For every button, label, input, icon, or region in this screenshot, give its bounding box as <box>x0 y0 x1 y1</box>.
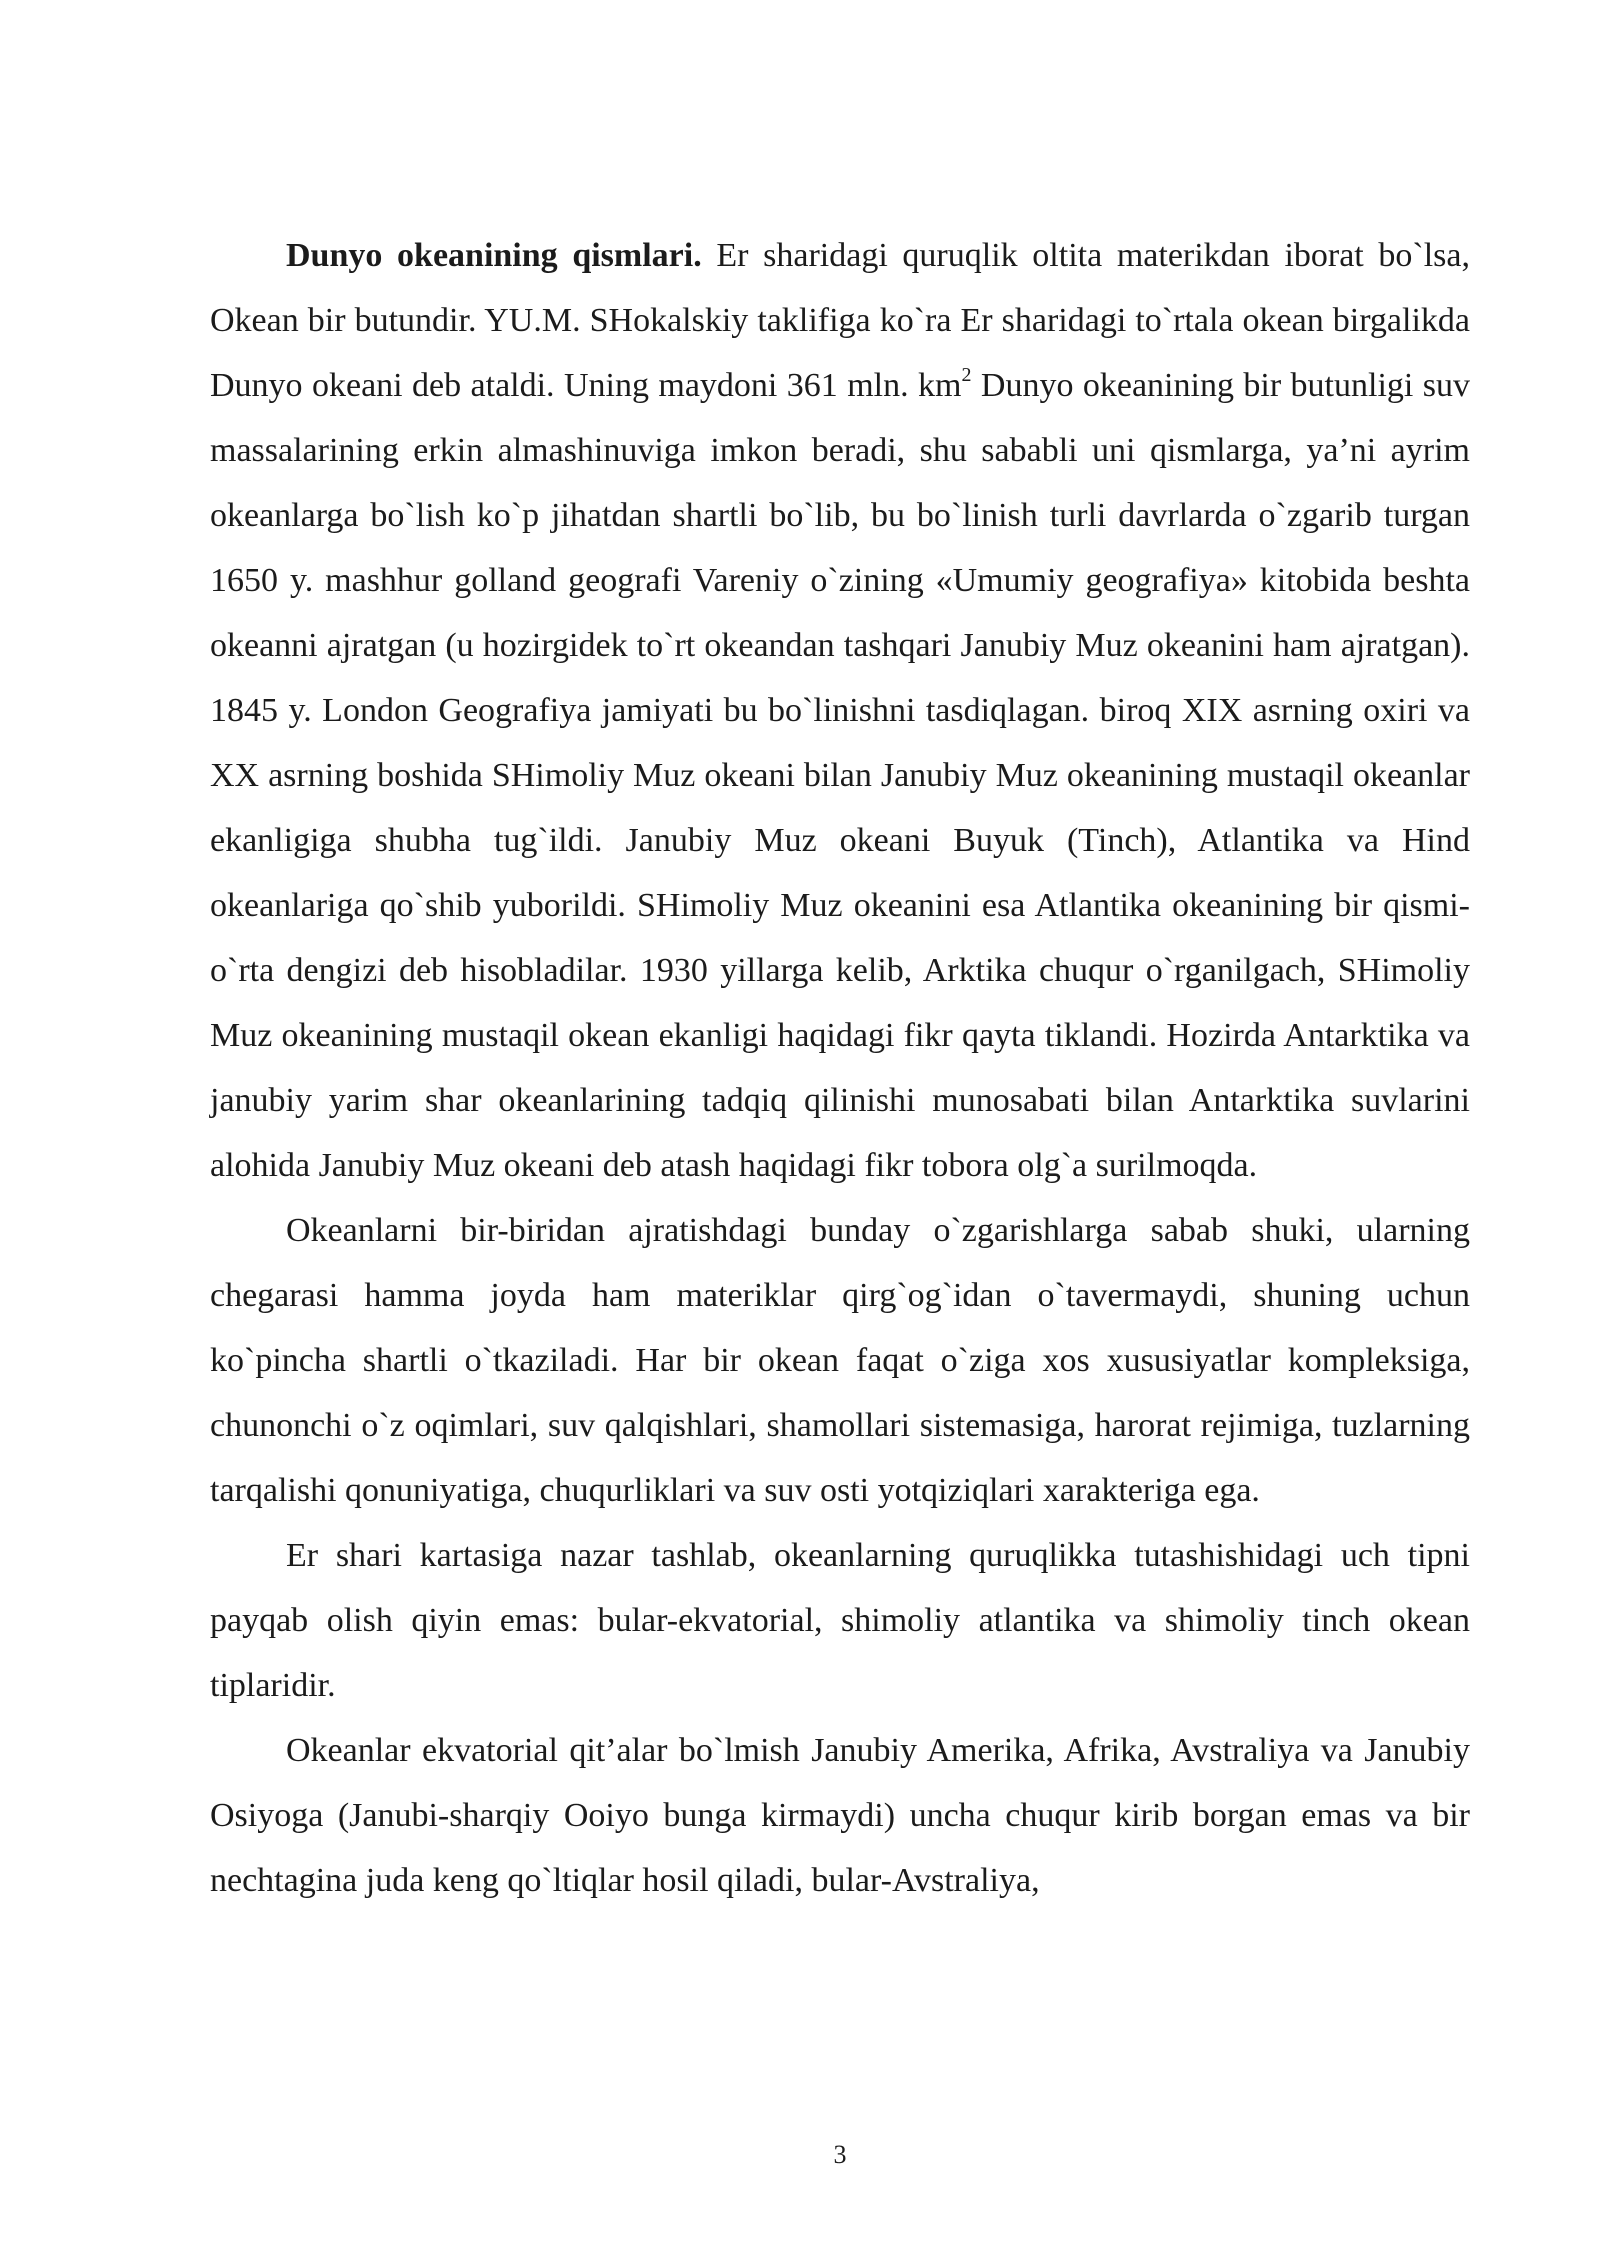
paragraph-4: Okeanlar ekvatorial qit’alar bo`lmish Janubiy Amerika, Afrika, Avstraliya va Janubiy Osiyoga (Janubi-sharqiy Ooiyo bunga kirmaydi) uncha chuqur kirib borgan emas va bir nechtagina juda keng qo`ltiqlar hosil qiladi, bular-Avstraliya, <box>210 1732 1470 1899</box>
body-text <box>210 223 1470 1913</box>
paragraph-3: Er shari kartasiga nazar tashlab, okeanlarning quruqlikka tutashishidagi uch tipni payqab olish qiyin emas: bular-ekvatorial, shimoliy atlantika va shimoliy tinch okean tiplaridir. <box>210 1537 1470 1704</box>
paragraph-1-text-b: Dunyo okeanining bir butunligi suv massalarining erkin almashinuviga imkon beradi, shu sababli uni qismlarga, ya’ni ayrim okeanlarga bo`lish ko`p jihatdan shartli bo`lib, bu bo`linish turli davrlarda o`zgarib turgan 1650 y. mashhur golland geografi Vareniy o`zining «Umumiy geografiya» kitobida beshta okeanni ajratgan (u hozirgidek to`rt okeandan tashqari Janubiy Muz okeanini ham ajratgan). 1845 y. London Geografiya jamiyati bu bo`linishni tasdiqlagan. biroq XIX asrning oxiri va XX asrning boshida SHimoliy Muz okeani bilan Janubiy Muz okeanining mustaqil okeanlar ekanligiga shubha tug`ildi. Janubiy Muz okeani Buyuk (Tinch), Atlantika va Hind okeanlariga qo`shib yuborildi. SHimoliy Muz okeanini esa Atlantika okeanining bir qismi-o`rta dengizi deb hisobladilar. 1930 yillarga kelib, Arktika chuqur o`rganilgach, SHimoliy Muz okeanining mustaqil okean ekanligi haqidagi fikr qayta tiklandi. Hozirda Antarktika va janubiy yarim shar okeanlarining tadqiq qilinishi munosabati bilan Antarktika suvlarini alohida Janubiy Muz okeani deb atash haqidagi fikr tobora olg`a surilmoqda. <box>210 367 1470 1184</box>
section-heading: Dunyo okeanining qismlari. <box>286 237 702 274</box>
paragraph-1-text-a: Er sharidagi quruqlik oltita materikdan iborat bo`lsa, Okean bir butundir. YU.M. SHokalskiy taklifiga ko`ra Er sharidagi to`rtala okean birgalikda Dunyo okeani deb ataldi. Uning maydoni 361 mln. km <box>210 237 1471 404</box>
paragraph-2: Okeanlarni bir-biridan ajratishdagi bunday o`zgarishlarga sabab shuki, ularning chegarasi hamma joyda ham materiklar qirg`og`idan o`tavermaydi, shuning uchun ko`pincha shartli o`tkaziladi. Har bir okean faqat o`ziga xos xususiyatlar kompleksiga, chunonchi o`z oqimlari, suv qalqishlari, shamollari sistemasiga, harorat rejimiga, tuzlarning tarqalishi qonuniyatiga, chuqurliklari va suv osti yotqiziqlari xarakteriga ega. <box>210 1212 1470 1509</box>
paragraph-1 <box>210 223 1470 1198</box>
superscript-2: 2 <box>961 364 972 386</box>
page-number: 3 <box>833 2140 847 2169</box>
